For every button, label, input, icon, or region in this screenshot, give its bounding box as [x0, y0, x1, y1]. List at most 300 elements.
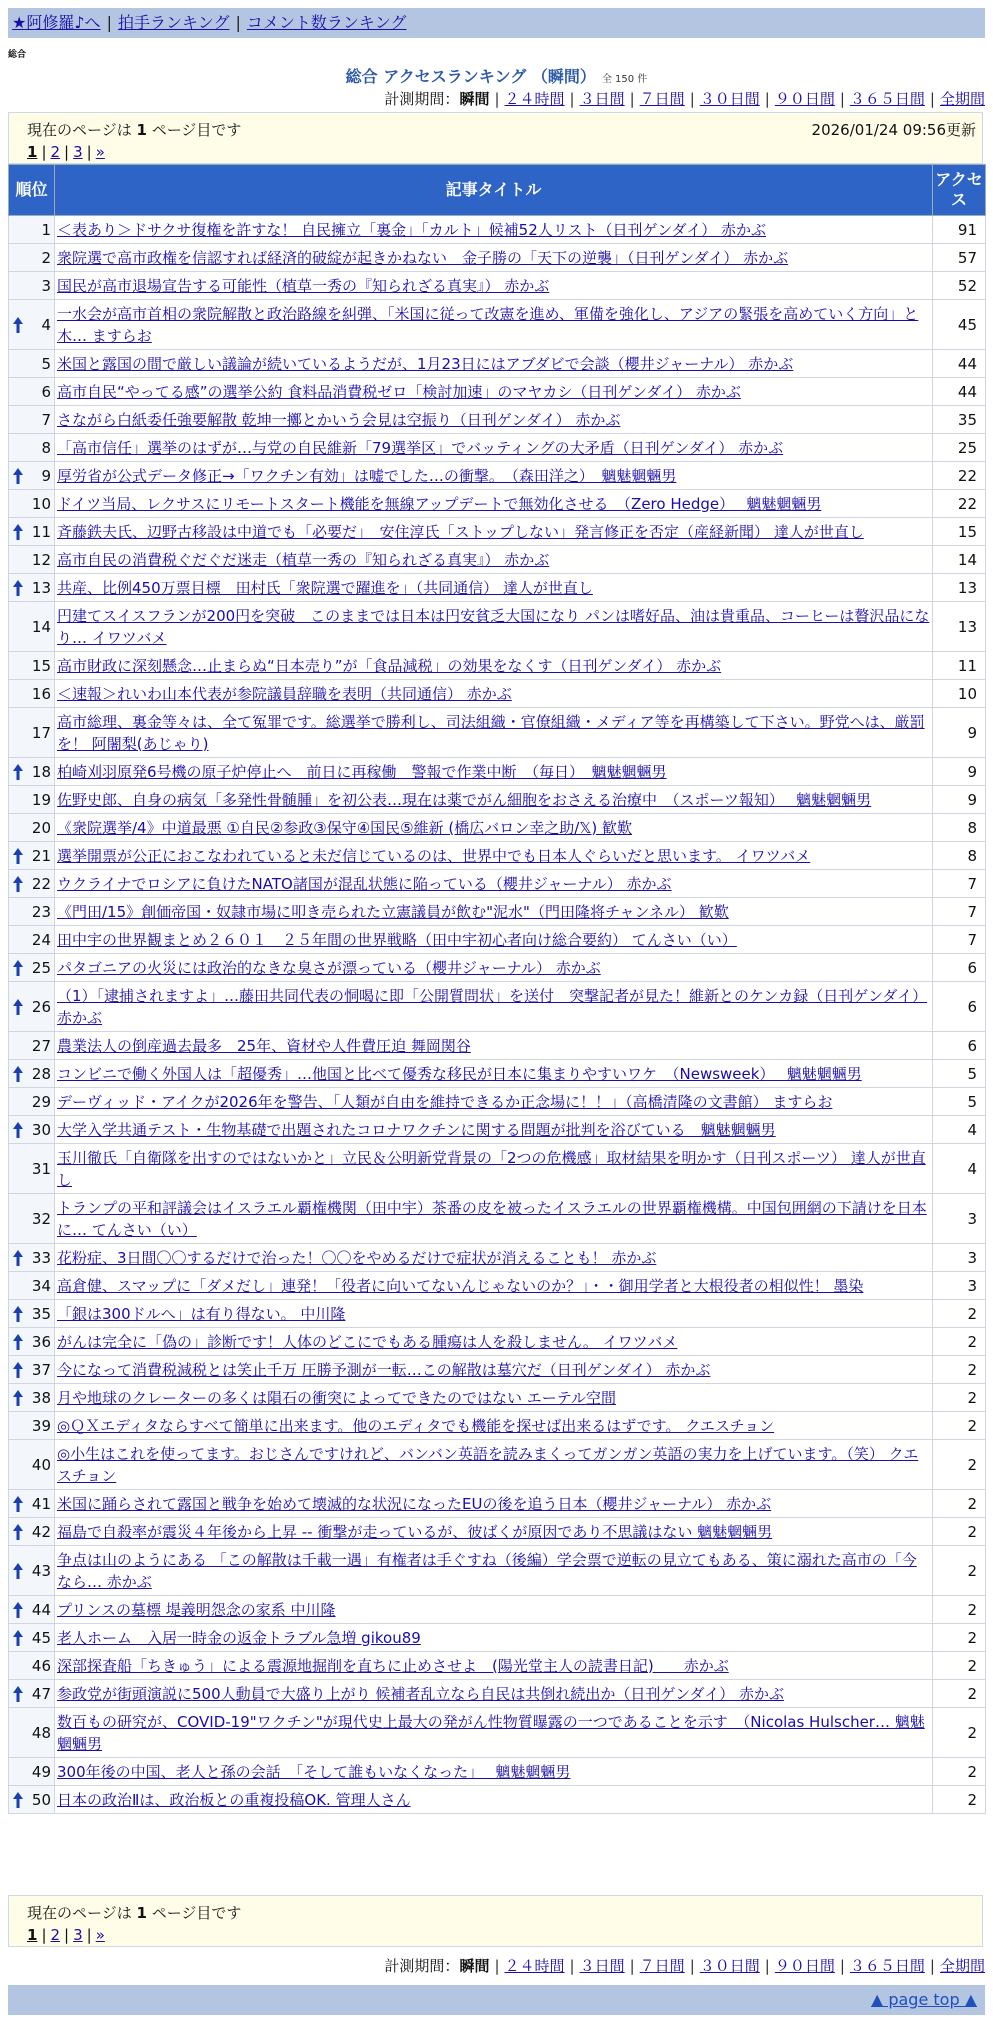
- access-count: 5: [933, 1060, 986, 1088]
- period-selector-top: [384, 88, 985, 109]
- rank-cell: [9, 926, 55, 954]
- table-row: [9, 216, 986, 244]
- title-cell: [55, 1384, 933, 1412]
- rank-cell: [9, 898, 55, 926]
- rank-cell: [9, 1144, 55, 1194]
- article-link[interactable]: ◎小生はこれを使ってます。おじさんですけれど、バンバン英語を読みまくってガンガン英語の実力を上げています。（笑） クエスチョン: [57, 1444, 919, 1485]
- article-link[interactable]: 月や地球のクレーターの多くは隕石の衝突によってできたのではない エーテル空間: [57, 1388, 617, 1407]
- rank-up-arrow-icon: [13, 317, 23, 333]
- article-link[interactable]: ◎ＱＸエディタならすべて簡単に出来ます。他のエディタでも機能を探せば出来るはずです。 クエスチョン: [57, 1416, 775, 1435]
- period-link[interactable]: ３６５日間: [849, 90, 925, 108]
- access-count: 2: [933, 1652, 986, 1680]
- article-link[interactable]: 選挙開票が公正におこなわれていると未だ信じているのは、世界中でも日本人ぐらいだと思います。 イワツバメ: [57, 846, 811, 865]
- title-cell: [55, 574, 933, 602]
- table-row: [9, 842, 986, 870]
- rank-up-arrow-icon: [13, 1250, 23, 1266]
- title-cell: [55, 518, 933, 546]
- table-row: [9, 1384, 986, 1412]
- access-count: 3: [933, 1194, 986, 1244]
- page-link[interactable]: 2: [50, 1926, 61, 1944]
- period-link[interactable]: ７日間: [639, 1957, 685, 1975]
- pager-top: [8, 112, 983, 164]
- table-row: [9, 954, 986, 982]
- rank-number: 7: [41, 410, 51, 429]
- rank-cell: [9, 1440, 55, 1490]
- title-cell: [55, 462, 933, 490]
- article-link[interactable]: デーヴィッド・アイクが2026年を警告、「人類が自由を維持できるか正念場に！！」（高橋清隆の文書館） ますらお: [57, 1092, 833, 1111]
- rank-cell: [9, 1272, 55, 1300]
- table-row: [9, 926, 986, 954]
- period-label: 計測期間：: [384, 1957, 460, 1975]
- article-link[interactable]: コンビニで働く外国人は「超優秀」…他国と比べて優秀な移民が日本に集まりやすいワケ （Newsweek） 魑魅魍魎男: [57, 1064, 862, 1083]
- title-cell: [55, 546, 933, 574]
- page-link[interactable]: »: [95, 1926, 105, 1944]
- title-cell: [55, 434, 933, 462]
- rank-cell: [9, 1116, 55, 1144]
- title-cell: [55, 708, 933, 758]
- rank-up-arrow-icon: [13, 468, 23, 484]
- access-count: 15: [933, 518, 986, 546]
- table-row: [9, 546, 986, 574]
- period-link[interactable]: ３０日間: [699, 1957, 760, 1975]
- table-row: [9, 1060, 986, 1088]
- access-count: 3: [933, 1244, 986, 1272]
- access-count: 22: [933, 462, 986, 490]
- rank-up-arrow-icon: [13, 999, 23, 1015]
- article-link[interactable]: パタゴニアの火災には政治的なきな臭さが漂っている（櫻井ジャーナル） 赤かぶ: [57, 958, 601, 977]
- title-cell: [55, 786, 933, 814]
- rank-number: 45: [31, 1628, 51, 1647]
- header-rank: 順位: [9, 165, 55, 216]
- title-cell: [55, 1680, 933, 1708]
- article-link[interactable]: 高倉健、スマップに「ダメだし」連発！「役者に向いてないんじゃないのか？」・・御用学者と大根役者の相似性！ 墨染: [57, 1276, 864, 1295]
- access-count: 3: [933, 1272, 986, 1300]
- rank-cell: [9, 1412, 55, 1440]
- rank-cell: [9, 1518, 55, 1546]
- article-link[interactable]: 国民が高市退場宣告する可能性（植草一秀の『知られざる真実』） 赤かぶ: [57, 276, 550, 295]
- rank-cell: [9, 406, 55, 434]
- rank-number: 43: [31, 1561, 51, 1580]
- access-count: 2: [933, 1384, 986, 1412]
- article-link[interactable]: さながら白紙委任強要解散 乾坤一擲とかいう会見は空振り（日刊ゲンダイ） 赤かぶ: [57, 410, 621, 429]
- article-link[interactable]: 福島で自殺率が震災４年後から上昇 -- 衝撃が走っているが、彼ばくが原因であり不思議はない 魑魅魍魎男: [57, 1522, 773, 1541]
- rank-number: 39: [31, 1416, 51, 1435]
- rank-number: 42: [31, 1522, 51, 1541]
- article-link[interactable]: 円建てスイスフランが200円を突破 このままでは日本は円安貧乏大国になり パンは嗜好品、油は貴重品、コーヒーは贅沢品になり… イワツバメ: [57, 606, 930, 647]
- article-link[interactable]: 300年後の中国、老人と孫の会話 「そして誰もいなくなった」 魑魅魍魎男: [57, 1762, 571, 1781]
- access-count: 2: [933, 1490, 986, 1518]
- article-link[interactable]: がんは完全に「偽の」診断です！人体のどこにでもある腫瘍は人を殺しません。 イワツバメ: [57, 1332, 678, 1351]
- rank-cell: [9, 842, 55, 870]
- rank-cell: [9, 216, 55, 244]
- title-cell: [55, 842, 933, 870]
- rank-cell: [9, 244, 55, 272]
- article-link[interactable]: 日本の政治Ⅱは、政治板との重複投稿OK. 管理人さん: [57, 1790, 411, 1809]
- page-links: [27, 1926, 105, 1944]
- rank-up-arrow-icon: [13, 1563, 23, 1579]
- table-row: [9, 1708, 986, 1758]
- rank-number: 48: [31, 1723, 51, 1742]
- table-row: [9, 1300, 986, 1328]
- article-link[interactable]: 高市自民の消費税ぐだぐだ迷走（植草一秀の『知られざる真実』） 赤かぶ: [57, 550, 550, 569]
- access-count: 52: [933, 272, 986, 300]
- article-link[interactable]: ウクライナでロシアに負けたNATO諸国が混乱状態に陥っている（櫻井ジャーナル） 赤かぶ: [57, 874, 672, 893]
- rank-number: 4: [41, 315, 51, 334]
- rank-cell: [9, 490, 55, 518]
- article-link[interactable]: 高市自民“やってる感”の選挙公約 食料品消費税ゼロ「検討加速」のマヤカシ（日刊ゲンダイ） 赤かぶ: [57, 382, 741, 401]
- access-count: 2: [933, 1546, 986, 1596]
- article-link[interactable]: プリンスの墓標 堤義明怨念の家系 中川隆: [57, 1600, 336, 1619]
- rank-number: 18: [31, 762, 51, 781]
- table-row: [9, 378, 986, 406]
- title-cell: [55, 1518, 933, 1546]
- page-link[interactable]: 3: [73, 143, 83, 161]
- access-count: 13: [933, 574, 986, 602]
- rank-cell: [9, 814, 55, 842]
- article-link[interactable]: 米国と露国の間で厳しい議論が続いているようだが、1月23日にはアブダビで会談（櫻井ジャーナル） 赤かぶ: [57, 354, 794, 373]
- rank-cell: [9, 1546, 55, 1596]
- page-link[interactable]: 3: [73, 1926, 83, 1944]
- article-link[interactable]: 《衆院選挙/4》中道最悪 ①自民②参政③保守④国民⑤維新 (橋広バロン幸之助/𝕏) 歓歎: [57, 818, 632, 837]
- access-count: 4: [933, 1144, 986, 1194]
- access-count: 5: [933, 1088, 986, 1116]
- period-link[interactable]: ３日間: [579, 90, 625, 108]
- article-link[interactable]: 農業法人の倒産過去最多 25年、資材や人件費圧迫 舞岡関谷: [57, 1036, 471, 1055]
- table-row: [9, 1412, 986, 1440]
- rank-cell: [9, 434, 55, 462]
- title-cell: [55, 1624, 933, 1652]
- table-row: [9, 1490, 986, 1518]
- access-count: 22: [933, 490, 986, 518]
- table-row: [9, 1032, 986, 1060]
- title-cell: [55, 244, 933, 272]
- table-row: [9, 1194, 986, 1244]
- rank-cell: [9, 1624, 55, 1652]
- rank-up-arrow-icon: [13, 764, 23, 780]
- table-row: [9, 982, 986, 1032]
- period-separator: |: [929, 90, 935, 108]
- rank-up-arrow-icon: [13, 1334, 23, 1350]
- rank-number: 44: [31, 1600, 51, 1619]
- rank-cell: [9, 708, 55, 758]
- rank-up-arrow-icon: [13, 1792, 23, 1808]
- article-link[interactable]: 佐野史郎、自身の病気「多発性骨髄腫」を初公表…現在は薬でがん細胞をおさえる治療中 （スポーツ報知） 魑魅魍魎男: [57, 790, 872, 809]
- rank-number: 9: [41, 466, 51, 485]
- rank-number: 38: [31, 1388, 51, 1407]
- article-link[interactable]: 高市財政に深刻懸念…止まらぬ“日本売り”が「食品減税」の効果をなくす（日刊ゲンダイ） 赤かぶ: [57, 656, 722, 675]
- article-link[interactable]: 老人ホーム 入居一時金の返金トラブル急増 gikou89: [57, 1628, 421, 1647]
- table-row: [9, 1356, 986, 1384]
- table-row: [9, 898, 986, 926]
- title-cell: [55, 1490, 933, 1518]
- access-count: 6: [933, 954, 986, 982]
- page-top-link[interactable]: ▲ page top ▲: [870, 1990, 977, 2009]
- period-separator: |: [839, 1957, 845, 1975]
- table-row: [9, 434, 986, 462]
- access-count: 9: [933, 758, 986, 786]
- rank-cell: [9, 378, 55, 406]
- rank-cell: [9, 1596, 55, 1624]
- access-count: 10: [933, 680, 986, 708]
- rank-cell: [9, 1300, 55, 1328]
- rank-up-arrow-icon: [13, 1066, 23, 1082]
- current-page-text: [27, 1902, 241, 1923]
- rank-up-arrow-icon: [13, 580, 23, 596]
- rank-number: 50: [31, 1790, 51, 1809]
- rank-cell: [9, 1786, 55, 1814]
- period-link[interactable]: ２４時間: [504, 1957, 565, 1975]
- rank-number: 2: [41, 248, 51, 267]
- rank-number: 20: [31, 818, 51, 837]
- article-link[interactable]: 数百もの研究が、COVID-19"ワクチン"が現代史上最大の発がん性物質曝露の一つであることを示す （Nicolas Hulscher… 魑魅魍魎男: [57, 1712, 925, 1753]
- table-row: [9, 1596, 986, 1624]
- rank-number: 14: [31, 617, 51, 636]
- rank-cell: [9, 1680, 55, 1708]
- period-separator: |: [689, 90, 695, 108]
- rank-number: 37: [31, 1360, 51, 1379]
- rank-number: 40: [31, 1455, 51, 1474]
- rank-number: 32: [31, 1209, 51, 1228]
- title-cell: [55, 300, 933, 350]
- access-count: 14: [933, 546, 986, 574]
- table-row: [9, 1546, 986, 1596]
- title-cell: [55, 1596, 933, 1624]
- period-separator: |: [764, 90, 770, 108]
- rank-number: 29: [31, 1092, 51, 1111]
- article-link[interactable]: 花粉症、3日間〇〇するだけで治った！〇〇をやめるだけで症状が消えることも！ 赤かぶ: [57, 1248, 657, 1267]
- table-row: [9, 814, 986, 842]
- rank-number: 28: [31, 1064, 51, 1083]
- article-link[interactable]: 参政党が街頭演説に500人動員で大盛り上がり 候補者乱立なら自民は共倒れ続出か（日刊ゲンダイ） 赤かぶ: [57, 1684, 784, 1703]
- period-link[interactable]: ２４時間: [504, 90, 565, 108]
- table-row: [9, 1440, 986, 1490]
- table-row: [9, 350, 986, 378]
- table-row: [9, 1116, 986, 1144]
- nav-separator: |: [235, 13, 241, 32]
- title-cell: [55, 758, 933, 786]
- current-page-prefix: 現在のページは: [27, 1904, 137, 1922]
- footer-bar: [8, 1985, 985, 2015]
- table-row: [9, 786, 986, 814]
- article-link[interactable]: 今になって消費税減税とは笑止千万 圧勝予測が一転…この解散は墓穴だ（日刊ゲンダイ） 赤かぶ: [57, 1360, 711, 1379]
- title-cell: [55, 870, 933, 898]
- total-count: 全 150 件: [601, 74, 648, 85]
- access-count: 91: [933, 216, 986, 244]
- access-count: 2: [933, 1596, 986, 1624]
- period-separator: |: [494, 90, 500, 108]
- article-link[interactable]: 「銀は300ドルへ」は有り得ない。 中川隆: [57, 1304, 346, 1323]
- page-links: [27, 143, 105, 161]
- page-separator: |: [41, 1926, 47, 1944]
- period-link[interactable]: ９０日間: [774, 90, 835, 108]
- article-link[interactable]: 玉川徹氏「自衛隊を出すのではないかと」立民＆公明新党背景の「2つの危機感」取材結果を明かす（日刊スポーツ） 達人が世直し: [57, 1148, 926, 1189]
- title-cell: [55, 216, 933, 244]
- rank-number: 11: [31, 522, 51, 541]
- article-link[interactable]: 「高市信任」選挙のはずが…与党の自民維新「79選挙区」でバッティングの大矛盾（日刊ゲンダイ） 赤かぶ: [57, 438, 784, 457]
- rank-cell: [9, 518, 55, 546]
- rank-number: 8: [41, 438, 51, 457]
- title-cell: [55, 652, 933, 680]
- article-link[interactable]: ドイツ当局、レクサスにリモートスタート機能を無線アップデートで無効化させる （Zero Hedge） 魑魅魍魎男: [57, 494, 822, 513]
- rank-number: 46: [31, 1656, 51, 1675]
- period-link[interactable]: ３６５日間: [849, 1957, 925, 1975]
- rank-number: 23: [31, 902, 51, 921]
- rank-cell: [9, 1032, 55, 1060]
- access-count: 44: [933, 378, 986, 406]
- table-row: [9, 1088, 986, 1116]
- rank-number: 12: [31, 550, 51, 569]
- rank-cell: [9, 602, 55, 652]
- article-link[interactable]: 衆院選で高市政権を信認すれば経済的破綻が起きかねない 金子勝の「天下の逆襲」（日刊ゲンダイ） 赤かぶ: [57, 248, 789, 267]
- access-count: 9: [933, 708, 986, 758]
- rank-number: 33: [31, 1248, 51, 1267]
- period-link[interactable]: ７日間: [639, 90, 685, 108]
- page-link[interactable]: »: [95, 143, 105, 161]
- rank-number: 31: [31, 1159, 51, 1178]
- rank-cell: [9, 574, 55, 602]
- rank-number: 17: [31, 723, 51, 742]
- article-link[interactable]: ＜速報＞れいわ山本代表が参院議員辞職を表明（共同通信） 赤かぶ: [57, 684, 512, 703]
- page-separator: |: [86, 143, 92, 161]
- table-row: [9, 406, 986, 434]
- table-row: [9, 758, 986, 786]
- rank-number: 30: [31, 1120, 51, 1139]
- rank-up-arrow-icon: [13, 848, 23, 864]
- access-count: 25: [933, 434, 986, 462]
- rank-number: 16: [31, 684, 51, 703]
- table-row: [9, 652, 986, 680]
- title-cell: [55, 1652, 933, 1680]
- period-link[interactable]: ３日間: [579, 1957, 625, 1975]
- rank-number: 1: [41, 220, 51, 239]
- title-cell: [55, 1440, 933, 1490]
- article-link[interactable]: 斉藤鉄夫氏、辺野古移設は中道でも「必要だ」 安住淳氏「ストップしない」発言修正を否定（産経新聞） 達人が世直し: [57, 522, 864, 541]
- access-count: 57: [933, 244, 986, 272]
- period-separator: |: [929, 1957, 935, 1975]
- access-count: 13: [933, 602, 986, 652]
- period-link[interactable]: 全期間: [939, 1957, 985, 1975]
- title-cell: [55, 1356, 933, 1384]
- page-current: 1: [27, 1926, 38, 1944]
- period-separator: |: [689, 1957, 695, 1975]
- article-link[interactable]: 《門田/15》創価帝国・奴隷市場に叩き売られた立憲議員が飲む"泥水"（門田隆将チャンネル） 歓歎: [57, 902, 729, 921]
- article-link[interactable]: 深部探査船「ちきゅう」による震源地掘削を直ちに止めさせよ (陽光堂主人の読書日記) 赤かぶ: [57, 1656, 729, 1675]
- rank-up-arrow-icon: [13, 876, 23, 892]
- page-separator: |: [86, 1926, 92, 1944]
- rank-up-arrow-icon: [13, 524, 23, 540]
- table-row: [9, 1144, 986, 1194]
- rank-up-arrow-icon: [13, 1524, 23, 1540]
- article-link[interactable]: 柏崎刈羽原発6号機の原子炉停止へ 前日に再稼働 警報で作業中断 （毎日） 魑魅魍魎男: [57, 762, 667, 781]
- nav-home-link[interactable]: ★阿修羅♪へ: [12, 13, 101, 32]
- table-row: [9, 1758, 986, 1786]
- access-count: 4: [933, 1116, 986, 1144]
- period-separator: |: [764, 1957, 770, 1975]
- period-separator: |: [494, 1957, 500, 1975]
- header-access: アクセス: [933, 165, 986, 216]
- page-link[interactable]: 2: [50, 143, 61, 161]
- rank-up-arrow-icon: [13, 1686, 23, 1702]
- title-cell: [55, 1758, 933, 1786]
- rank-cell: [9, 350, 55, 378]
- table-row: [9, 1652, 986, 1680]
- page-separator: |: [64, 1926, 70, 1944]
- access-count: 2: [933, 1518, 986, 1546]
- table-row: [9, 1328, 986, 1356]
- page-separator: |: [64, 143, 70, 161]
- rank-cell: [9, 982, 55, 1032]
- title-cell: [55, 406, 933, 434]
- article-link[interactable]: トランプの平和評議会はイスラエル覇権機関（田中宇）茶番の皮を被ったイスラエルの世界覇権機構。中国包囲網の下請けを日本に… てんさい（い）: [57, 1198, 927, 1239]
- rank-cell: [9, 1088, 55, 1116]
- nav-clap-ranking-link[interactable]: 拍手ランキング: [117, 13, 230, 32]
- access-count: 7: [933, 870, 986, 898]
- table-row: [9, 1518, 986, 1546]
- rank-cell: [9, 680, 55, 708]
- article-link[interactable]: 米国に踊らされて露国と戦争を始めて壊滅的な状況になったEUの後を追う日本（櫻井ジャーナル） 赤かぶ: [57, 1494, 772, 1513]
- access-count: 9: [933, 786, 986, 814]
- page-separator: |: [41, 143, 47, 161]
- article-link[interactable]: 争点は山のようにある 「この解散は千載一遇」有権者は手ぐすね（後編）学会票で逆転の見立てもある、策に溺れた高市の「今なら… 赤かぶ: [57, 1550, 917, 1591]
- rank-number: 26: [31, 997, 51, 1016]
- rank-number: 27: [31, 1036, 51, 1055]
- period-current: 瞬間: [459, 1957, 490, 1975]
- article-link[interactable]: 一水会が高市首相の衆院解散と政治路線を糾弾、「米国に従って改憲を進め、軍備を強化し、アジアの緊張を高めていく方向」と木… ますらお: [57, 304, 919, 345]
- rank-number: 15: [31, 656, 51, 675]
- table-row: [9, 1786, 986, 1814]
- article-link[interactable]: 厚労省が公式データ修正→「ワクチン有効」は嘘でした…の衝撃。 （森田洋之） 魑魅魍魎男: [57, 466, 677, 485]
- table-row: [9, 1244, 986, 1272]
- rank-number: 6: [41, 382, 51, 401]
- article-link[interactable]: （1）「逮捕されますよ」…藤田共同代表の恫喝に即「公開質問状」を送付 突撃記者が見た！維新とのケンカ録（日刊ゲンダイ） 赤かぶ: [57, 986, 928, 1027]
- period-link[interactable]: 全期間: [939, 90, 985, 108]
- access-count: 45: [933, 300, 986, 350]
- access-count: 2: [933, 1356, 986, 1384]
- rank-number: 47: [31, 1684, 51, 1703]
- rank-up-arrow-icon: [13, 1362, 23, 1378]
- title-cell: [55, 954, 933, 982]
- article-link[interactable]: 大学入学共通テスト・生物基礎で出題されたコロナワクチンに関する問題が批判を浴びている 魑魅魍魎男: [57, 1120, 776, 1139]
- rank-number: 34: [31, 1276, 51, 1295]
- pager-bottom: [8, 1895, 983, 1947]
- access-count: 7: [933, 898, 986, 926]
- access-count: 44: [933, 350, 986, 378]
- article-link[interactable]: 高市総理、裏金等々は、全て冤罪です。総選挙で勝利し、司法組織・官僚組織・メディア等を再構築して下さい。野党へは、厳罰を！ 阿闍梨(あじゃり): [57, 712, 925, 753]
- rank-number: 13: [31, 578, 51, 597]
- period-label: 計測期間：: [384, 90, 460, 108]
- title-cell: [55, 1412, 933, 1440]
- title-cell: [55, 1546, 933, 1596]
- access-count: 11: [933, 652, 986, 680]
- rank-cell: [9, 758, 55, 786]
- title-cell: [55, 926, 933, 954]
- rank-cell: [9, 786, 55, 814]
- title-cell: [55, 1244, 933, 1272]
- table-row: [9, 462, 986, 490]
- article-link[interactable]: ＜表あり＞ドサクサ復権を許すな！ 自民擁立「裏金」「カルト」候補52人リスト（日刊ゲンダイ） 赤かぶ: [57, 220, 767, 239]
- rank-number: 5: [41, 354, 51, 373]
- article-link[interactable]: 共産、比例450万票目標 田村氏「衆院選で躍進を」（共同通信） 達人が世直し: [57, 578, 593, 597]
- title-cell: [55, 1144, 933, 1194]
- rank-cell: [9, 652, 55, 680]
- article-link[interactable]: 田中宇の世界観まとめ２６０１ ２５年間の世界戦略（田中宇初心者向け総合要約） てんさい（い）: [57, 930, 737, 949]
- period-link[interactable]: ９０日間: [774, 1957, 835, 1975]
- nav-comment-ranking-link[interactable]: コメント数ランキング: [246, 13, 407, 32]
- table-row: [9, 1272, 986, 1300]
- period-link[interactable]: ３０日間: [699, 90, 760, 108]
- table-row: [9, 490, 986, 518]
- current-page-number: 1: [136, 1904, 147, 1922]
